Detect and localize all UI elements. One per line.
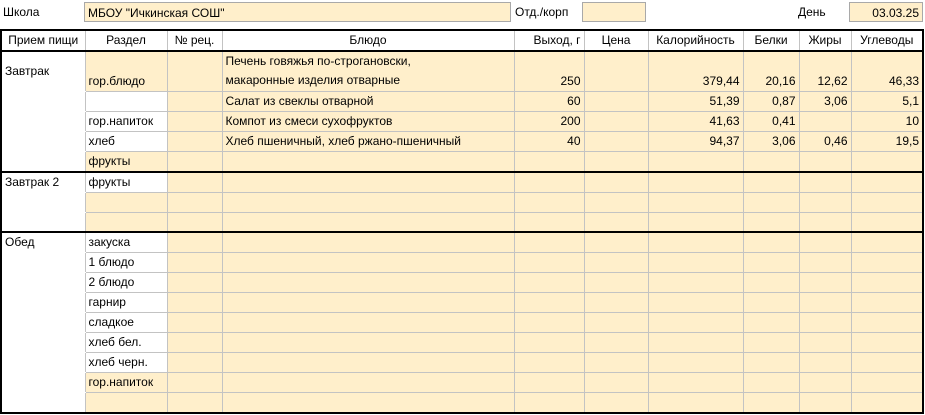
section-cell[interactable]	[85, 393, 167, 413]
fat-cell[interactable]	[799, 192, 851, 212]
table-header-row	[1, 30, 923, 51]
section-cell[interactable]: хлеб черн.	[85, 353, 167, 373]
col-header-section: Раздел	[85, 30, 167, 51]
col-header-yield: Выход, г	[514, 30, 584, 51]
table-row	[1, 91, 923, 111]
section-cell[interactable]: сладкое	[85, 313, 167, 333]
price-cell[interactable]	[584, 51, 648, 91]
section-cell[interactable]: 2 блюдо	[85, 273, 167, 293]
protein-cell[interactable]	[743, 293, 799, 313]
recipe-cell[interactable]	[167, 253, 222, 273]
table-row	[1, 232, 923, 253]
meal-cell	[1, 111, 85, 131]
meal-cell	[1, 212, 85, 232]
meal-cell	[1, 353, 85, 373]
price-cell[interactable]	[584, 232, 648, 253]
dish-cell[interactable]	[222, 273, 514, 293]
fat-cell[interactable]	[799, 172, 851, 193]
table-row	[1, 293, 923, 313]
dish-cell[interactable]	[222, 212, 514, 232]
table-row	[1, 192, 923, 212]
yield-cell[interactable]	[514, 293, 584, 313]
price-cell[interactable]	[584, 273, 648, 293]
protein-cell[interactable]	[743, 313, 799, 333]
calories-cell[interactable]	[648, 232, 743, 253]
dish-cell[interactable]	[222, 51, 514, 91]
yield-cell[interactable]	[514, 212, 584, 232]
price-cell[interactable]	[584, 393, 648, 413]
recipe-cell[interactable]	[167, 91, 222, 111]
carbs-cell[interactable]	[851, 273, 923, 293]
protein-cell[interactable]: 0,41	[743, 111, 799, 131]
protein-cell[interactable]	[743, 373, 799, 393]
meal-cell	[1, 192, 85, 212]
recipe-cell[interactable]	[167, 192, 222, 212]
calories-cell[interactable]	[648, 212, 743, 232]
meal-cell	[1, 313, 85, 333]
col-header-fat: Жиры	[799, 30, 851, 51]
carbs-cell[interactable]: 46,33	[851, 51, 923, 91]
carbs-cell[interactable]	[851, 212, 923, 232]
yield-cell[interactable]	[514, 192, 584, 212]
protein-cell[interactable]	[743, 273, 799, 293]
dish-cell[interactable]	[222, 313, 514, 333]
price-cell[interactable]	[584, 131, 648, 151]
yield-cell[interactable]	[514, 273, 584, 293]
yield-cell[interactable]: 200	[514, 111, 584, 131]
recipe-cell[interactable]	[167, 131, 222, 151]
calories-cell[interactable]: 41,63	[648, 111, 743, 131]
recipe-cell[interactable]	[167, 313, 222, 333]
section-cell[interactable]: хлеб	[85, 131, 167, 151]
calories-cell[interactable]	[648, 172, 743, 193]
price-cell[interactable]	[584, 373, 648, 393]
recipe-cell[interactable]	[167, 172, 222, 193]
price-cell[interactable]	[584, 172, 648, 193]
meal-cell: Завтрак 2	[1, 172, 85, 193]
table-row	[1, 172, 923, 193]
table-row	[1, 273, 923, 293]
calories-cell[interactable]	[648, 293, 743, 313]
col-header-meal: Прием пищи	[1, 30, 85, 51]
calories-cell[interactable]: 51,39	[648, 91, 743, 111]
section-cell[interactable]: хлеб бел.	[85, 333, 167, 353]
carbs-cell[interactable]	[851, 192, 923, 212]
recipe-cell[interactable]	[167, 151, 222, 172]
dish-cell[interactable]	[222, 151, 514, 172]
yield-cell[interactable]	[514, 253, 584, 273]
fat-cell[interactable]	[799, 293, 851, 313]
recipe-cell[interactable]	[167, 111, 222, 131]
carbs-cell[interactable]	[851, 151, 923, 172]
price-cell[interactable]	[584, 293, 648, 313]
recipe-cell[interactable]	[167, 293, 222, 313]
meal-cell	[1, 293, 85, 313]
section-cell[interactable]	[85, 212, 167, 232]
day-label: День	[798, 5, 826, 19]
meal-cell	[1, 333, 85, 353]
carbs-cell[interactable]	[851, 172, 923, 193]
meal-cell	[1, 91, 85, 111]
meal-cell	[1, 253, 85, 273]
table-row	[1, 373, 923, 393]
price-cell[interactable]	[584, 192, 648, 212]
yield-cell[interactable]: 40	[514, 131, 584, 151]
menu-table	[0, 29, 924, 414]
price-cell[interactable]	[584, 151, 648, 172]
carbs-cell[interactable]	[851, 253, 923, 273]
protein-cell[interactable]	[743, 172, 799, 193]
protein-cell[interactable]	[743, 333, 799, 353]
carbs-cell[interactable]	[851, 373, 923, 393]
fat-cell[interactable]	[799, 353, 851, 373]
meal-cell: Завтрак	[1, 51, 85, 91]
section-cell[interactable]: фрукты	[85, 172, 167, 193]
calories-cell[interactable]	[648, 192, 743, 212]
dish-cell[interactable]	[222, 333, 514, 353]
school-label: Школа	[3, 5, 40, 19]
meal-cell	[1, 273, 85, 293]
dish-cell[interactable]: Салат из свеклы отварной	[222, 91, 514, 111]
section-cell[interactable]: гарнир	[85, 293, 167, 313]
calories-cell[interactable]	[648, 333, 743, 353]
price-cell[interactable]	[584, 212, 648, 232]
section-cell[interactable]: фрукты	[85, 151, 167, 172]
table-row	[1, 313, 923, 333]
protein-cell[interactable]: 0,87	[743, 91, 799, 111]
fat-cell[interactable]: 0,46	[799, 131, 851, 151]
dish-cell[interactable]	[222, 232, 514, 253]
school-field[interactable]: МБОУ "Ичкинская СОШ"	[84, 2, 511, 22]
carbs-cell[interactable]	[851, 293, 923, 313]
carbs-cell[interactable]	[851, 313, 923, 333]
fat-cell[interactable]	[799, 313, 851, 333]
table-row	[1, 253, 923, 273]
carbs-cell[interactable]	[851, 232, 923, 253]
recipe-cell[interactable]	[167, 212, 222, 232]
col-header-dish: Блюдо	[222, 30, 514, 51]
table-row	[1, 131, 923, 151]
calories-cell[interactable]: 94,37	[648, 131, 743, 151]
table-row	[1, 333, 923, 353]
yield-cell[interactable]	[514, 393, 584, 413]
day-field[interactable]: 03.03.25	[849, 2, 923, 22]
table-row	[1, 353, 923, 373]
calories-cell[interactable]	[648, 353, 743, 373]
recipe-cell[interactable]	[167, 353, 222, 373]
yield-cell[interactable]	[514, 373, 584, 393]
yield-cell[interactable]	[514, 353, 584, 373]
col-header-price: Цена	[584, 30, 648, 51]
price-cell[interactable]	[584, 353, 648, 373]
protein-cell[interactable]	[743, 212, 799, 232]
calories-cell[interactable]	[648, 393, 743, 413]
section-cell[interactable]: закуска	[85, 232, 167, 253]
fat-cell[interactable]	[799, 373, 851, 393]
protein-cell[interactable]	[743, 253, 799, 273]
fat-cell[interactable]	[799, 393, 851, 413]
recipe-cell[interactable]	[167, 333, 222, 353]
price-cell[interactable]	[584, 333, 648, 353]
header-bar	[0, 0, 925, 24]
fat-cell[interactable]: 12,62	[799, 51, 851, 91]
recipe-cell[interactable]	[167, 51, 222, 91]
table-row	[1, 212, 923, 232]
protein-cell[interactable]	[743, 192, 799, 212]
meal-cell	[1, 131, 85, 151]
price-cell[interactable]	[584, 313, 648, 333]
section-cell[interactable]	[85, 192, 167, 212]
yield-cell[interactable]	[514, 333, 584, 353]
dish-cell[interactable]: Хлеб пшеничный, хлеб ржано-пшеничный	[222, 131, 514, 151]
dish-line: Печень говяжья по-строгановски,	[225, 54, 411, 68]
table-row	[1, 393, 923, 413]
carbs-cell[interactable]: 10	[851, 111, 923, 131]
recipe-cell[interactable]	[167, 373, 222, 393]
protein-cell[interactable]	[743, 232, 799, 253]
dish-cell[interactable]: Компот из смеси сухофруктов	[222, 111, 514, 131]
carbs-cell[interactable]	[851, 393, 923, 413]
fat-cell[interactable]: 3,06	[799, 91, 851, 111]
dish-cell[interactable]	[222, 393, 514, 413]
col-header-calories: Калорийность	[648, 30, 743, 51]
calories-cell[interactable]	[648, 253, 743, 273]
recipe-cell[interactable]	[167, 273, 222, 293]
section-cell[interactable]: 1 блюдо	[85, 253, 167, 273]
meal-cell	[1, 373, 85, 393]
protein-cell[interactable]	[743, 353, 799, 373]
protein-cell[interactable]: 3,06	[743, 131, 799, 151]
carbs-cell[interactable]: 5,1	[851, 91, 923, 111]
yield-cell[interactable]: 250	[514, 51, 584, 91]
col-header-protein: Белки	[743, 30, 799, 51]
dish-cell[interactable]	[222, 253, 514, 273]
branch-field[interactable]	[582, 2, 646, 22]
meal-cell	[1, 151, 85, 172]
dish-cell[interactable]	[222, 192, 514, 212]
fat-cell[interactable]	[799, 273, 851, 293]
section-cell[interactable]: гор.напиток	[85, 111, 167, 131]
dish-cell[interactable]	[222, 373, 514, 393]
table-row	[1, 151, 923, 172]
protein-cell[interactable]: 20,16	[743, 51, 799, 91]
protein-cell[interactable]	[743, 393, 799, 413]
section-cell[interactable]: гор.напиток	[85, 373, 167, 393]
calories-cell[interactable]	[648, 313, 743, 333]
fat-cell[interactable]	[799, 253, 851, 273]
recipe-cell[interactable]	[167, 393, 222, 413]
dish-cell[interactable]	[222, 353, 514, 373]
meal-cell	[1, 393, 85, 413]
table-row	[1, 111, 923, 131]
fat-cell[interactable]	[799, 111, 851, 131]
price-cell[interactable]	[584, 91, 648, 111]
yield-cell[interactable]	[514, 172, 584, 193]
col-header-carbs: Углеводы	[851, 30, 923, 51]
section-cell[interactable]	[85, 91, 167, 111]
carbs-cell[interactable]	[851, 353, 923, 373]
fat-cell[interactable]	[799, 212, 851, 232]
calories-cell[interactable]: 379,44	[648, 51, 743, 91]
dish-cell[interactable]	[222, 293, 514, 313]
yield-cell[interactable]	[514, 232, 584, 253]
col-header-recipe: № рец.	[167, 30, 222, 51]
calories-cell[interactable]	[648, 151, 743, 172]
price-cell[interactable]	[584, 111, 648, 131]
section-cell[interactable]: гор.блюдо	[85, 51, 167, 91]
yield-cell[interactable]: 60	[514, 91, 584, 111]
carbs-cell[interactable]: 19,5	[851, 131, 923, 151]
branch-label: Отд./корп	[515, 5, 569, 19]
calories-cell[interactable]	[648, 373, 743, 393]
calories-cell[interactable]	[648, 273, 743, 293]
carbs-cell[interactable]	[851, 333, 923, 353]
dish-line: макаронные изделия отварные	[225, 73, 401, 87]
meal-cell: Обед	[1, 232, 85, 253]
fat-cell[interactable]	[799, 333, 851, 353]
price-cell[interactable]	[584, 253, 648, 273]
dish-cell[interactable]	[222, 172, 514, 193]
recipe-cell[interactable]	[167, 232, 222, 253]
table-row	[1, 51, 923, 91]
yield-cell[interactable]	[514, 313, 584, 333]
protein-cell[interactable]	[743, 151, 799, 172]
yield-cell[interactable]	[514, 151, 584, 172]
fat-cell[interactable]	[799, 232, 851, 253]
fat-cell[interactable]	[799, 151, 851, 172]
